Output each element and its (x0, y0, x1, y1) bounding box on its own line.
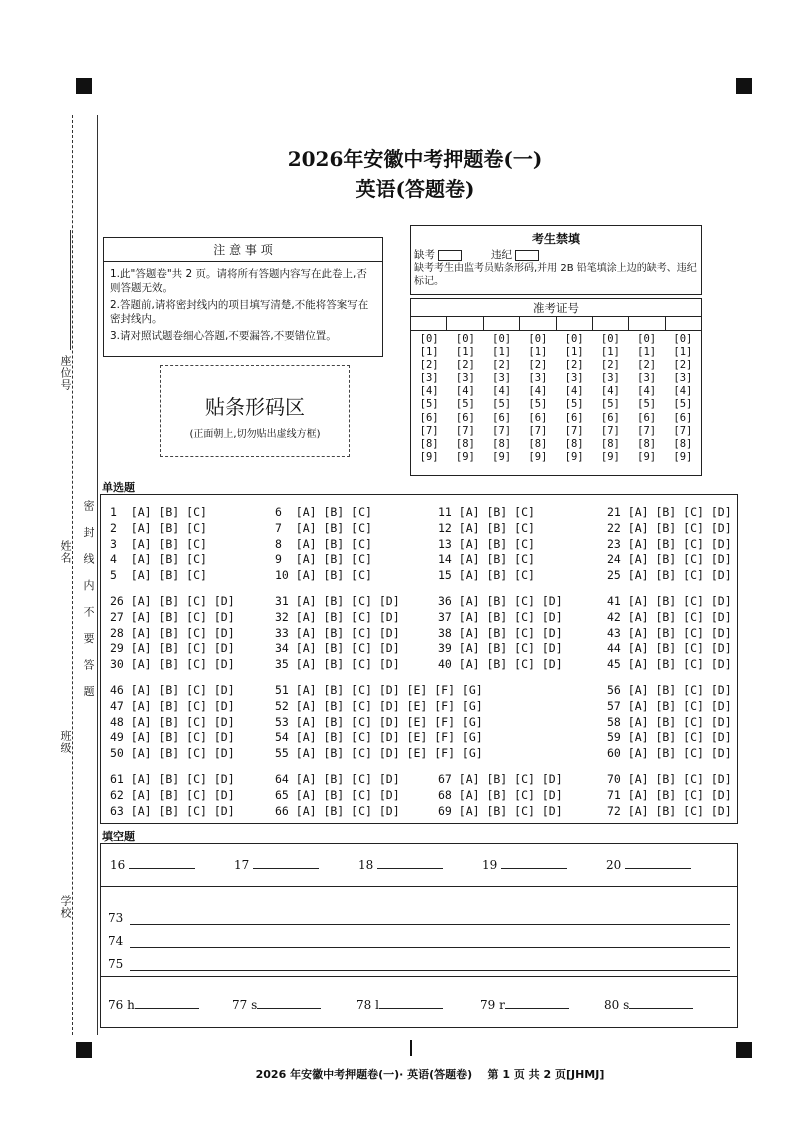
choice-question[interactable]: 65 [A] [B] [C] [D] (275, 787, 400, 802)
choice-question[interactable]: 56 [A] [B] [C] [D] (607, 683, 732, 697)
admission-digit-column (592, 333, 628, 464)
choice-question[interactable]: 12 [A] [B] [C] (438, 520, 535, 535)
notice-item: 3.请对照试题卷细心答题,不要漏答,不要错位置。 (110, 330, 337, 342)
choice-question[interactable]: 28 [A] [B] [C] [D] (110, 625, 235, 640)
admission-digit-bubble[interactable]: [3] (600, 372, 620, 385)
admission-digit-bubble[interactable]: [0] (419, 333, 439, 345)
admission-digit-bubble[interactable]: [9] (600, 450, 620, 463)
absent-label: 缺考 (414, 249, 435, 261)
corner-mark-bottom-right (736, 1042, 752, 1058)
admission-digit-bubble[interactable]: [7] (528, 424, 548, 437)
fill-divider (101, 886, 737, 887)
answer-line-73[interactable] (130, 913, 730, 925)
admission-digit-bubble[interactable]: [5] (492, 398, 512, 411)
admission-digit-bubble[interactable]: [2] (492, 359, 512, 372)
admission-digit-bubble[interactable]: [8] (419, 437, 439, 450)
admission-digit-bubble[interactable]: [8] (637, 437, 657, 450)
admission-digit-bubble[interactable]: [4] (455, 385, 475, 398)
admission-digit-bubble[interactable]: [7] (455, 424, 475, 437)
choice-question[interactable]: 3 [A] [B] [C] (110, 536, 207, 551)
blank-80[interactable] (629, 997, 693, 1009)
choice-question[interactable]: 44 [A] [B] [C] [D] (607, 641, 732, 656)
choice-question[interactable]: 40 [A] [B] [C] [D] (438, 657, 563, 672)
admission-digit-bubble[interactable]: [6] (528, 411, 548, 424)
violation-label: 违纪 (491, 249, 513, 261)
admission-digit-bubble[interactable]: [0] (637, 333, 657, 345)
admission-digit-bubble[interactable]: [6] (673, 411, 693, 424)
admission-digit-bubble[interactable]: [3] (673, 372, 693, 385)
answer-line-75[interactable] (130, 959, 730, 971)
admission-digit-bubble[interactable]: [7] (419, 424, 439, 437)
admission-digit-bubble[interactable]: [5] (455, 398, 475, 411)
blank-number: 19 (482, 858, 498, 872)
choice-question[interactable]: 53 [A] [B] [C] [D] [E] [F] [G] (275, 714, 483, 729)
admission-digit-bubble[interactable]: [9] (455, 450, 475, 463)
admission-digit-column (447, 333, 483, 464)
admission-digit-bubble[interactable]: [1] (637, 346, 657, 359)
corner-mark-top-left (76, 78, 92, 94)
center-tick-mark (410, 1040, 412, 1056)
admission-digit-bubble[interactable]: [0] (492, 333, 512, 345)
seal-text: 密 封 线 内 不 要 答 题 (82, 500, 95, 703)
choice-question[interactable]: 33 [A] [B] [C] [D] (275, 625, 400, 640)
class-label: 班级 (59, 730, 72, 754)
choice-question[interactable]: 15 [A] [B] [C] (438, 568, 535, 583)
choice-question[interactable]: 42 [A] [B] [C] [D] (607, 609, 732, 624)
blank-17[interactable] (253, 857, 319, 869)
line-number: 75 (108, 957, 124, 971)
choice-question[interactable]: 60 [A] [B] [C] [D] (607, 746, 732, 761)
admission-digit-bubble[interactable]: [2] (528, 359, 548, 372)
admission-digit-bubble[interactable]: [6] (637, 411, 657, 424)
choice-question[interactable]: 63 [A] [B] [C] [D] (110, 803, 235, 818)
corner-mark-bottom-left (76, 1042, 92, 1058)
admission-digit-bubble[interactable]: [1] (492, 346, 512, 359)
choice-question[interactable]: 50 [A] [B] [C] [D] (110, 746, 235, 761)
admission-digit-bubble[interactable]: [2] (637, 359, 657, 372)
choice-question[interactable]: 27 [A] [B] [C] [D] (110, 609, 235, 624)
admission-digit-bubble[interactable]: [7] (637, 424, 657, 437)
admission-input-cell[interactable] (557, 317, 593, 330)
name-label: 姓名 (59, 540, 72, 564)
admission-digit-bubble[interactable]: [9] (673, 450, 693, 463)
choice-question[interactable]: 4 [A] [B] [C] (110, 552, 207, 567)
blank-19[interactable] (501, 857, 567, 869)
page-subtitle: 英语(答题卷) (355, 177, 475, 201)
exam-only-box (410, 225, 702, 295)
admission-digit-bubble[interactable]: [3] (419, 372, 439, 385)
choice-question[interactable]: 54 [A] [B] [C] [D] [E] [F] [G] (275, 730, 483, 745)
choice-question[interactable]: 22 [A] [B] [C] [D] (607, 520, 732, 535)
admission-digit-bubble[interactable]: [3] (564, 372, 584, 385)
choice-question[interactable]: 31 [A] [B] [C] [D] (275, 594, 400, 608)
choice-question[interactable]: 62 [A] [B] [C] [D] (110, 787, 235, 802)
choice-question[interactable]: 47 [A] [B] [C] [D] (110, 698, 235, 713)
choice-question[interactable]: 14 [A] [B] [C] (438, 552, 535, 567)
choice-question[interactable]: 41 [A] [B] [C] [D] (607, 594, 732, 608)
blank-number: 18 (358, 858, 374, 872)
page-footer: 2026 年安徽中考押题卷(一)· 英语(答题卷) 第 1 页 共 2 页[JHMJ] (255, 1068, 605, 1081)
notice-item: 1.此"答题卷"共 2 页。请将所有答题内容写在此卷上,否则答题无效。 (110, 268, 367, 294)
admission-digit-bubble[interactable]: [6] (419, 411, 439, 424)
admission-digit-column (411, 333, 447, 464)
blank-prefix: 76 h (108, 998, 135, 1012)
choice-question[interactable]: 5 [A] [B] [C] (110, 568, 207, 583)
admission-digit-bubble[interactable]: [4] (419, 385, 439, 398)
admission-digit-bubble[interactable]: [7] (564, 424, 584, 437)
choice-question[interactable]: 64 [A] [B] [C] [D] (275, 772, 400, 786)
choice-question[interactable]: 29 [A] [B] [C] [D] (110, 641, 235, 656)
choice-section-label: 单选题 (102, 481, 135, 494)
admission-digit-bubble[interactable]: [7] (673, 424, 693, 437)
choice-question[interactable]: 13 [A] [B] [C] (438, 536, 535, 551)
line-number: 73 (108, 911, 124, 925)
admission-digit-bubble[interactable]: [9] (492, 450, 512, 463)
choice-question[interactable]: 6 [A] [B] [C] (275, 505, 372, 519)
blank-77[interactable] (257, 997, 321, 1009)
answer-line-74[interactable] (130, 936, 730, 948)
choice-question[interactable]: 38 [A] [B] [C] [D] (438, 625, 563, 640)
fill-divider (101, 976, 737, 977)
exam-only-note: 缺考考生由监考员贴条形码,并用 2B 铅笔填涂上边的缺考、违纪标记。 (414, 263, 697, 287)
barcode-note: (正面朝上,切勿贴出虚线方框) (189, 429, 321, 440)
choice-question[interactable]: 49 [A] [B] [C] [D] (110, 730, 235, 745)
admission-digit-bubble[interactable]: [5] (673, 398, 693, 411)
choice-question[interactable]: 21 [A] [B] [C] [D] (607, 505, 732, 519)
admission-digit-bubble[interactable]: [5] (564, 398, 584, 411)
admission-digit-bubble[interactable]: [4] (492, 385, 512, 398)
choice-question[interactable]: 1 [A] [B] [C] (110, 505, 207, 519)
choice-question[interactable]: 26 [A] [B] [C] [D] (110, 594, 235, 608)
choice-question[interactable]: 30 [A] [B] [C] [D] (110, 657, 235, 672)
notice-item: 2.答题前,请将密封线内的项目填写清楚,不能将答案写在密封线内。 (110, 299, 369, 325)
admission-digit-bubble[interactable]: [6] (600, 411, 620, 424)
notice-heading: 注 意 事 项 (104, 238, 382, 262)
seat-field-line[interactable] (70, 230, 71, 350)
admission-digit-bubble[interactable]: [1] (564, 346, 584, 359)
admission-digit-bubble[interactable]: [4] (564, 385, 584, 398)
admission-digit-bubble[interactable]: [8] (564, 437, 584, 450)
admission-digit-bubble[interactable]: [5] (637, 398, 657, 411)
admission-digit-bubble[interactable]: [1] (419, 346, 439, 359)
admission-digit-bubble[interactable]: [3] (455, 372, 475, 385)
choice-question[interactable]: 70 [A] [B] [C] [D] (607, 772, 732, 786)
choice-question[interactable]: 23 [A] [B] [C] [D] (607, 536, 732, 551)
choice-question[interactable]: 36 [A] [B] [C] [D] (438, 594, 563, 608)
admission-digit-bubble[interactable]: [6] (492, 411, 512, 424)
choice-question[interactable]: 39 [A] [B] [C] [D] (438, 641, 563, 656)
choice-question[interactable]: 55 [A] [B] [C] [D] [E] [F] [G] (275, 746, 483, 761)
barcode-title: 贴条形码区 (205, 395, 305, 419)
admission-digit-bubble[interactable]: [2] (419, 359, 439, 372)
blank-76[interactable] (135, 997, 199, 1009)
blank-number: 16 (110, 858, 126, 872)
admission-digit-bubble[interactable]: [3] (528, 372, 548, 385)
choice-question[interactable]: 52 [A] [B] [C] [D] [E] [F] [G] (275, 698, 483, 713)
admission-digit-bubble[interactable]: [9] (528, 450, 548, 463)
blank-20[interactable] (625, 857, 691, 869)
admission-digit-bubble[interactable]: [9] (419, 450, 439, 463)
blank-prefix: 79 r (480, 998, 505, 1012)
admission-digit-bubble[interactable]: [4] (528, 385, 548, 398)
blank-prefix: 78 l (356, 998, 379, 1012)
admission-digit-bubble[interactable]: [7] (600, 424, 620, 437)
notice-box (103, 237, 383, 357)
choice-question[interactable]: 9 [A] [B] [C] (275, 552, 372, 567)
exam-only-heading: 考生禁填 (531, 232, 580, 246)
admission-digit-bubble[interactable]: [2] (600, 359, 620, 372)
blank-number: 17 (234, 858, 250, 872)
choice-question[interactable]: 2 [A] [B] [C] (110, 520, 207, 535)
admission-digit-column (665, 333, 701, 464)
admission-digit-bubble[interactable]: [0] (455, 333, 475, 345)
admission-digit-bubble[interactable]: [6] (564, 411, 584, 424)
admission-digit-bubble[interactable]: [2] (673, 359, 693, 372)
admission-digit-bubble[interactable]: [9] (637, 450, 657, 463)
choice-question[interactable]: 7 [A] [B] [C] (275, 520, 372, 535)
seal-line-inner (97, 115, 98, 1035)
admission-digit-bubble[interactable]: [4] (673, 385, 693, 398)
page-title: 2026年安徽中考押题卷(一) (287, 147, 543, 171)
choice-question[interactable]: 51 [A] [B] [C] [D] [E] [F] [G] (275, 683, 483, 697)
admission-digit-bubble[interactable]: [8] (455, 437, 475, 450)
admission-digit-bubble[interactable]: [1] (455, 346, 475, 359)
admission-digit-bubble[interactable]: [2] (564, 359, 584, 372)
admission-digit-bubble[interactable]: [4] (637, 385, 657, 398)
fill-section-label: 填空题 (102, 830, 135, 843)
admission-digit-grid (411, 331, 701, 464)
admission-digit-bubble[interactable]: [8] (492, 437, 512, 450)
choice-question[interactable]: 58 [A] [B] [C] [D] (607, 714, 732, 729)
choice-question[interactable]: 10 [A] [B] [C] (275, 568, 372, 583)
choice-question[interactable]: 43 [A] [B] [C] [D] (607, 625, 732, 640)
blank-79[interactable] (505, 997, 569, 1009)
choice-question[interactable]: 45 [A] [B] [C] [D] (607, 657, 732, 672)
choice-question[interactable]: 48 [A] [B] [C] [D] (110, 714, 235, 729)
admission-heading: 准考证号 (411, 299, 701, 317)
line-number: 74 (108, 934, 124, 948)
admission-input-cell[interactable] (484, 317, 520, 330)
school-label: 学校 (59, 895, 72, 919)
choice-question[interactable]: 66 [A] [B] [C] [D] (275, 803, 400, 818)
choice-question[interactable]: 32 [A] [B] [C] [D] (275, 609, 400, 624)
admission-digit-bubble[interactable]: [1] (600, 346, 620, 359)
admission-digit-column (629, 333, 665, 464)
blank-78[interactable] (379, 997, 443, 1009)
choice-question[interactable]: 67 [A] [B] [C] [D] (438, 772, 563, 786)
admission-input-cell[interactable] (593, 317, 629, 330)
admission-digit-bubble[interactable]: [5] (528, 398, 548, 411)
choice-question[interactable]: 68 [A] [B] [C] [D] (438, 787, 563, 802)
admission-digit-bubble[interactable]: [0] (528, 333, 548, 345)
blank-prefix: 80 s (604, 998, 630, 1012)
admission-digit-bubble[interactable]: [2] (455, 359, 475, 372)
admission-input-cell[interactable] (447, 317, 483, 330)
admission-digit-bubble[interactable]: [5] (600, 398, 620, 411)
admission-digit-bubble[interactable]: [8] (600, 437, 620, 450)
admission-digit-bubble[interactable]: [0] (673, 333, 693, 345)
violation-checkbox[interactable] (515, 250, 539, 261)
admission-digit-bubble[interactable]: [8] (673, 437, 693, 450)
admission-digit-bubble[interactable]: [4] (600, 385, 620, 398)
choice-question[interactable]: 11 [A] [B] [C] (438, 505, 535, 519)
admission-input-cell[interactable] (629, 317, 665, 330)
admission-input-cell[interactable] (520, 317, 556, 330)
admission-digit-bubble[interactable]: [1] (528, 346, 548, 359)
choice-question[interactable]: 25 [A] [B] [C] [D] (607, 568, 732, 583)
choice-question[interactable]: 37 [A] [B] [C] [D] (438, 609, 563, 624)
blank-number: 20 (606, 858, 622, 872)
choice-question[interactable]: 24 [A] [B] [C] [D] (607, 552, 732, 567)
admission-digit-bubble[interactable]: [7] (492, 424, 512, 437)
admission-digit-bubble[interactable]: [1] (673, 346, 693, 359)
blank-18[interactable] (377, 857, 443, 869)
choice-question[interactable]: 72 [A] [B] [C] [D] (607, 803, 732, 818)
corner-mark-top-right (736, 78, 752, 94)
admission-digit-bubble[interactable]: [6] (455, 411, 475, 424)
admission-digit-bubble[interactable]: [5] (419, 398, 439, 411)
admission-digit-bubble[interactable]: [0] (564, 333, 584, 345)
blank-16[interactable] (129, 857, 195, 869)
choice-question[interactable]: 61 [A] [B] [C] [D] (110, 772, 235, 786)
admission-digit-bubble[interactable]: [0] (600, 333, 620, 345)
admission-input-cell[interactable] (666, 317, 701, 330)
admission-digit-bubble[interactable]: [8] (528, 437, 548, 450)
choice-question[interactable]: 57 [A] [B] [C] [D] (607, 698, 732, 713)
choice-question[interactable]: 59 [A] [B] [C] [D] (607, 730, 732, 745)
seat-label: 座位号 (59, 355, 72, 391)
admission-number-box (410, 298, 702, 476)
choice-question[interactable]: 8 [A] [B] [C] (275, 536, 372, 551)
choice-question[interactable]: 69 [A] [B] [C] [D] (438, 803, 563, 818)
choice-question[interactable]: 35 [A] [B] [C] [D] (275, 657, 400, 672)
admission-digit-column (556, 333, 592, 464)
admission-digit-column (520, 333, 556, 464)
choice-question[interactable]: 34 [A] [B] [C] [D] (275, 641, 400, 656)
choice-question[interactable]: 71 [A] [B] [C] [D] (607, 787, 732, 802)
admission-digit-column (484, 333, 520, 464)
admission-digit-bubble[interactable]: [3] (637, 372, 657, 385)
absent-checkbox[interactable] (438, 250, 462, 261)
barcode-area (160, 365, 350, 457)
admission-digit-bubble[interactable]: [9] (564, 450, 584, 463)
choice-question[interactable]: 46 [A] [B] [C] [D] (110, 683, 235, 697)
blank-prefix: 77 s (232, 998, 258, 1012)
admission-input-cell[interactable] (411, 317, 447, 330)
admission-digit-bubble[interactable]: [3] (492, 372, 512, 385)
